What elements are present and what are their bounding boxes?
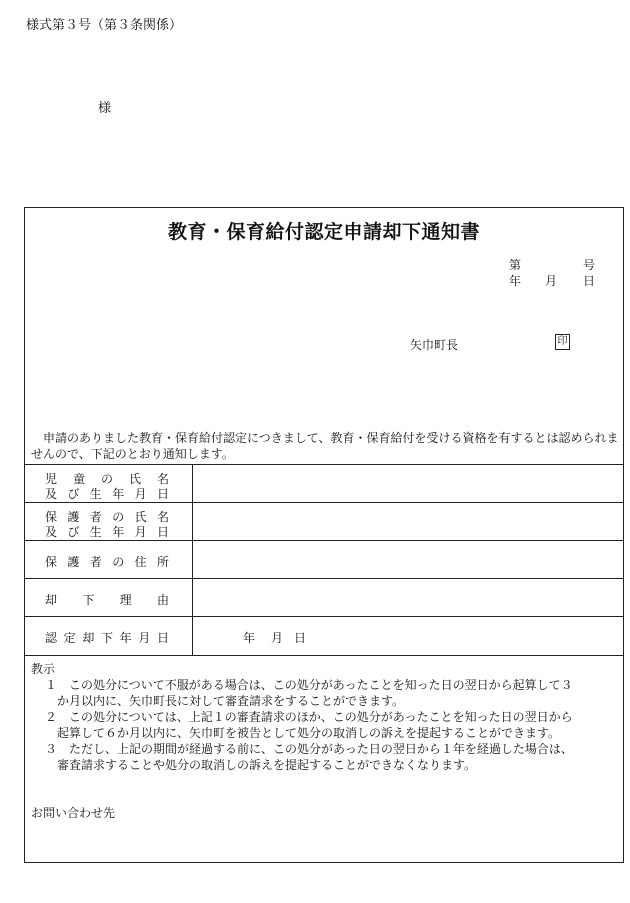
date-label	[25, 617, 193, 655]
instruction-item-3: ３ ただし、上記の期間が経過する前に、この処分があった日の翌日から１年を経過した場合は、	[45, 742, 573, 756]
date-day-label: 日	[583, 274, 596, 288]
date-month-label: 月	[545, 274, 558, 288]
child-name-label: 児童の氏名	[45, 472, 169, 486]
contact-label: お問い合わせ先	[31, 806, 116, 820]
child-birth-label: 及び生年月日	[45, 487, 169, 501]
rejection-month-label: 月	[271, 631, 284, 645]
instruction-item-2-cont: 起算して６か月以内に、矢巾町を被告として処分の取消しの訴えを提起することができます。	[57, 726, 561, 740]
notice-frame	[24, 207, 624, 863]
rejection-day-label: 日	[294, 631, 307, 645]
address-value-cell	[193, 541, 623, 578]
reason-value-cell	[193, 579, 623, 616]
number-prefix: 第	[509, 258, 522, 272]
form-number: 様式第３号（第３条関係）	[26, 18, 183, 33]
notice-intro	[31, 430, 621, 462]
rejection-date-label: 認定却下年月日	[45, 631, 169, 645]
table-row-child	[25, 464, 623, 502]
instruction-item-1-cont: か月以内に、矢巾町長に対して審査請求をすることができます。	[57, 694, 405, 708]
issuer-name: 矢巾町長	[410, 338, 459, 352]
rejection-year-label: 年	[243, 631, 256, 645]
guardian-birth-label: 及び生年月日	[45, 525, 169, 539]
number-suffix: 号	[583, 258, 596, 272]
instruction-item-3-cont: 審査請求することや処分の取消しの訴えを提起することができなくなります。	[57, 758, 477, 772]
child-value-cell	[193, 465, 623, 502]
notice-title: 教育・保育給付認定申請却下通知書	[167, 221, 480, 243]
table-row-reason	[25, 578, 623, 616]
instruction-item-1: １ この処分について不服がある場合は、この処分があったことを知った日の翌日から起算して３	[45, 678, 573, 692]
seal-mark: 印	[555, 334, 570, 350]
date-value-cell	[193, 617, 623, 655]
date-year-label: 年	[509, 274, 522, 288]
instruction-item-2: ２ この処分については、上記１の審査請求のほか、この処分があったことを知った日の翌日から	[45, 710, 573, 724]
child-label	[25, 465, 193, 502]
table-row-date	[25, 616, 623, 655]
reason-label	[25, 579, 193, 616]
addressee-suffix: 様	[98, 101, 112, 116]
notice-intro-text: 申請のありました教育・保育給付認定につきまして、教育・保育給付を受ける資格を有するとは認められませんので、下記のとおり通知します。	[31, 431, 619, 461]
rejection-reason-label: 却下理由	[45, 593, 169, 607]
instructions-heading: 教示	[31, 662, 56, 676]
address-label	[25, 541, 193, 578]
guardian-address-label: 保護者の住所	[45, 555, 169, 569]
guardian-name-label: 保護者の氏名	[45, 510, 169, 524]
instructions-section	[25, 655, 623, 863]
table-row-guardian	[25, 502, 623, 540]
table-row-address	[25, 540, 623, 578]
guardian-label	[25, 503, 193, 540]
guardian-value-cell	[193, 503, 623, 540]
